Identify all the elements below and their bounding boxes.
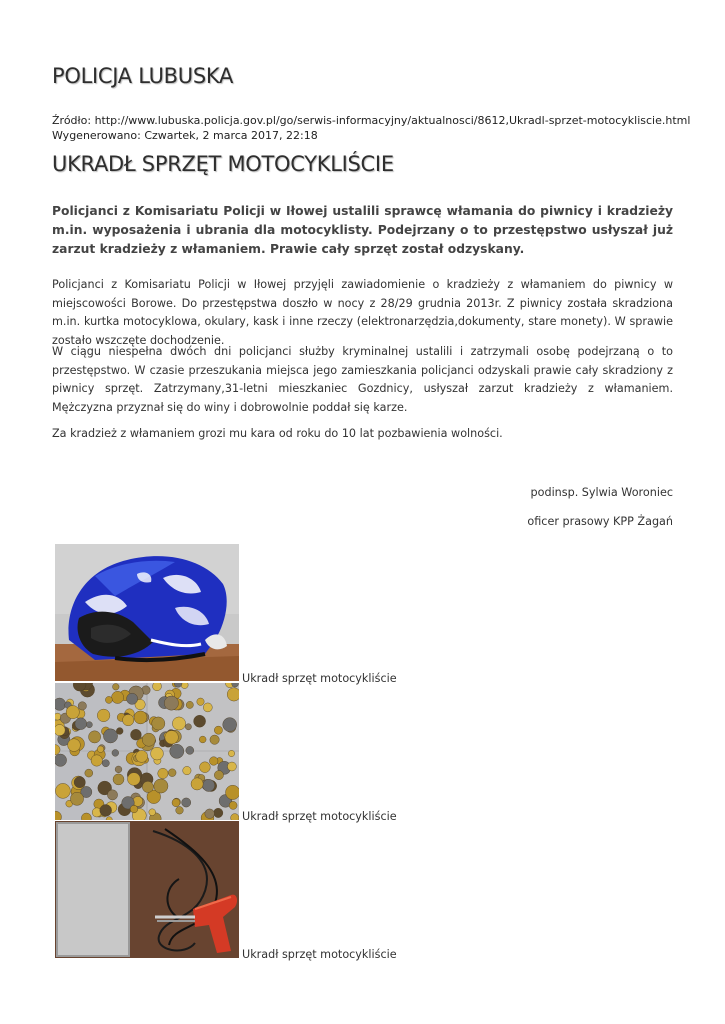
coin xyxy=(170,744,184,758)
coin xyxy=(113,684,120,691)
coin xyxy=(70,792,83,805)
coin xyxy=(154,779,168,793)
coin xyxy=(102,760,109,767)
coin xyxy=(142,733,155,746)
coin xyxy=(134,711,147,724)
coin xyxy=(136,750,148,762)
coin xyxy=(91,755,102,766)
coin xyxy=(185,724,191,730)
coin xyxy=(226,785,240,799)
coin xyxy=(228,750,234,756)
coin xyxy=(100,805,112,817)
coin xyxy=(214,808,223,817)
coin xyxy=(182,798,191,807)
coin xyxy=(152,717,165,730)
coin xyxy=(68,739,81,752)
coin xyxy=(231,814,239,820)
signature-role: oficer prasowy KPP Żagań xyxy=(527,515,673,528)
article-lead: Policjanci z Komisariatu Policji w Iłowej ustalili sprawcę włamania do piwnicy i kradzieży m.in. wyposażenia i ubrania dla motocyklisty. Podejrzany o to przestępstwo usłyszał już zarzut kradzieży z włamaniem. Prawie cały sprzęt został odzyskany. xyxy=(52,204,673,256)
coin xyxy=(97,709,110,722)
coin xyxy=(74,777,85,788)
gallery-caption: Ukradł sprzęt motocykliście xyxy=(242,672,397,685)
coin xyxy=(127,693,138,704)
coin xyxy=(176,807,184,815)
coin xyxy=(107,790,117,800)
coin xyxy=(203,779,215,791)
coin xyxy=(210,735,219,744)
generated-line: Wygenerowano: Czwartek, 2 marca 2017, 22:18 xyxy=(52,129,318,142)
article-title: UKRADŁ SPRZĘT MOTOCYKLIŚCIE xyxy=(52,152,394,176)
coin xyxy=(142,781,153,792)
source-line: Źródło: http://www.lubuska.policja.gov.pl/go/serwis-informacyjny/aktualnosci/8612,Ukradl-sprzet-motocyklisciе.html xyxy=(52,114,691,127)
coin xyxy=(227,688,239,701)
coin xyxy=(103,729,117,743)
coin xyxy=(191,778,203,790)
article-paragraph-1: Policjanci z Komisariatu Policji w Iłowej przyjęli zawiadomienie o kradzieży z włamaniem do piwnicy w miejscowości Borowe. Do przestępstwa doszło w nocy z 28/29 grudnia 2013r. Z piwnicy została skradziona m.in. kurtka motocyklowa, okulary, kask i inne rzeczy (elektronarzędzia,dokumenty, stare monety). W sprawie zostało wszczęte dochodzenie. xyxy=(52,278,673,347)
coin xyxy=(168,769,176,777)
coin xyxy=(149,809,156,816)
gallery-caption: Ukradł sprzęt motocykliście xyxy=(242,810,397,823)
coin xyxy=(194,715,206,727)
coin xyxy=(223,718,237,732)
coin xyxy=(112,750,119,757)
coin xyxy=(78,702,86,710)
coin xyxy=(164,696,178,710)
document-meta xyxy=(52,113,690,143)
coin xyxy=(75,718,87,730)
coin xyxy=(55,783,70,798)
coin xyxy=(197,698,204,705)
old-coins-photo[interactable] xyxy=(55,683,239,820)
coin xyxy=(200,762,211,773)
coin xyxy=(214,726,222,734)
site-title: POLICJA LUBUSKA xyxy=(52,64,234,88)
coin xyxy=(158,768,168,778)
coin xyxy=(112,691,124,703)
coin xyxy=(113,774,124,785)
coin xyxy=(85,769,93,777)
coin xyxy=(165,731,179,745)
coin xyxy=(55,725,65,736)
coin xyxy=(229,801,237,809)
gallery-caption: Ukradł sprzęt motocykliście xyxy=(242,948,397,961)
coin xyxy=(203,703,212,712)
power-tool-photo[interactable] xyxy=(55,821,239,958)
article-paragraph-2: W ciągu niespełna dwóch dni policjanci służby kryminalnej ustalili i zatrzymali osobę podejrzaną o to przestępstwo. W czasie przeszukania miejsca jego zamieszkania policjanci odzyskali prawie cały skradziony z piwnicy sprzęt. Zatrzymany,31-letni mieszkaniec Gozdnicy, usłyszał zarzut kradzieży z włamaniem. Mężczyzna przyznał się do winy i dobrowolnie poddał się karze. xyxy=(52,345,673,414)
signature-name: podinsp. Sylwia Woroniec xyxy=(530,486,673,499)
coin xyxy=(97,746,104,753)
coin xyxy=(105,696,112,703)
coin xyxy=(209,757,218,766)
coin xyxy=(153,683,162,691)
coin xyxy=(227,762,236,771)
coin xyxy=(199,736,206,743)
coin xyxy=(172,717,185,730)
coin xyxy=(55,754,67,766)
article-paragraph-3: Za kradzież z włamaniem grozi mu kara od roku do 10 lat pozbawienia wolności. xyxy=(52,427,503,440)
coin xyxy=(123,714,134,725)
coin xyxy=(55,698,66,710)
coin xyxy=(89,731,101,743)
coin xyxy=(86,722,92,728)
coin xyxy=(151,747,164,760)
coin xyxy=(115,766,122,773)
coin xyxy=(66,706,79,719)
coin xyxy=(186,746,194,754)
coin xyxy=(131,729,142,740)
coin xyxy=(183,766,191,774)
coin xyxy=(130,805,138,813)
coin xyxy=(172,799,180,807)
motorcycle-helmet-photo[interactable] xyxy=(55,544,239,681)
coin xyxy=(214,771,223,780)
coin xyxy=(128,773,141,786)
coin xyxy=(186,701,193,708)
coin xyxy=(205,809,215,819)
